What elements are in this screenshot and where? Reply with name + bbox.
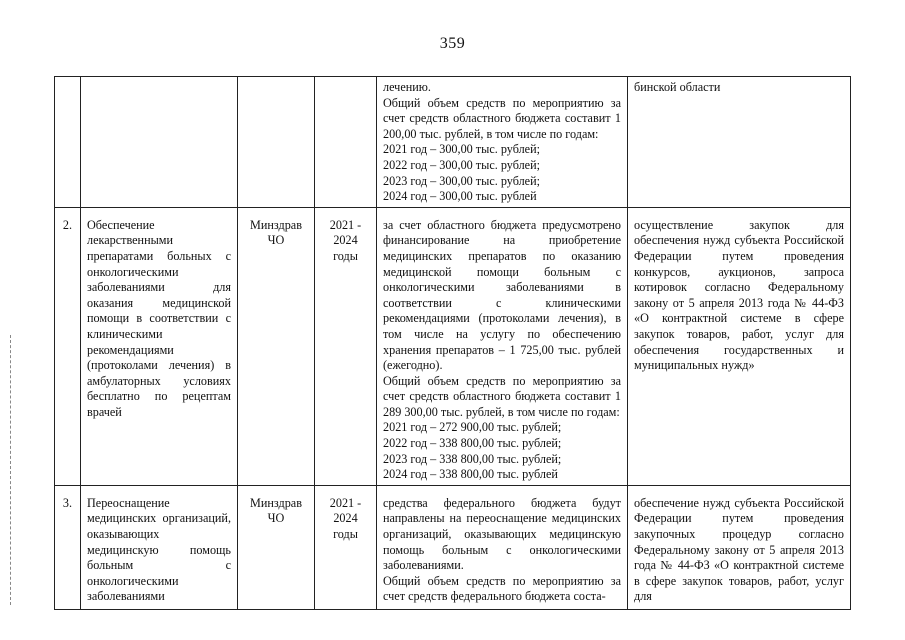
funding-paragraph: лечению. [383,80,431,94]
funding-year-line: 2024 год – 300,00 тыс. рублей [383,189,537,204]
result-cell: осуществление закупок для обеспечения нужд субъекта Российской Федерации путем проведения конкурсов, аукционов, запроса котировок согласно Федеральному закону от 5 апреля 2013 года № 44-ФЗ «О контрактной системе в сфере закупок товаров, работ, услуг для обеспечения государственных и муниципальных нужд» [628,207,851,485]
table-row [55,485,851,609]
funding-paragraph: Общий объем средств по мероприятию за счет средств федерального бюджета соста- [383,573,621,604]
funding-cell [377,207,628,485]
event-cell: Переоснащение медицинских организаций, оказывающих медицинскую помощь больным с онкологическими заболеваниями [81,485,238,609]
event-cell: Обеспечение лекарственными препаратами больных с онкологическими заболеваниями для оказания медицинской помощи в соответствии с клиническими рекомендациями (протоколами лечения) в амбулаторных условиях бесплатно по рецептам врачей [81,207,238,485]
funding-paragraph: Общий объем средств по мероприятию за счет средств областного бюджета составит 1 289 300,00 тыс. рублей, в том числе по годам: [383,373,621,419]
program-measures-table [54,76,851,610]
period-cell: 2021 - 2024 годы [315,485,377,609]
table-row [55,77,851,208]
page-number: 359 [439,35,466,52]
executor-cell: Минздрав ЧО [238,207,315,485]
margin-dashed-line [10,335,12,605]
row-number: 2. [55,207,81,485]
event-cell [81,77,238,208]
funding-paragraph: Общий объем средств по мероприятию за счет средств областного бюджета составит 1 200,00 тыс. рублей, в том числе по годам: [383,95,621,141]
period-cell [315,77,377,208]
funding-paragraph: за счет областного бюджета предусмотрено финансирование на приобретение медицинских препаратов по оказанию медицинской помощи больным с онкологическими заболеваниями в соответствии с клиническими рекомендациями (протоколами лечения), в том числе на услугу по обеспечению хранения препаратов – 1 725,00 тыс. рублей (ежегодно). [383,217,621,373]
result-cell: бинской области [628,77,851,208]
row-number: 3. [55,485,81,609]
funding-year-line: 2022 год – 300,00 тыс. рублей; [383,157,540,172]
funding-paragraph: средства федерального бюджета будут направлены на переоснащение медицинских организаций, оказывающих медицинскую помощь больным с онкологическими заболеваниями. [383,495,621,573]
funding-year-line: 2022 год – 338 800,00 тыс. рублей; [383,436,562,451]
funding-year-line: 2021 год – 272 900,00 тыс. рублей; [383,420,562,435]
result-cell: обеспечение нужд субъекта Российской Федерации путем проведения закупочных процедур согласно Федеральному закону от 5 апреля 2013 года № 44-ФЗ «О контрактной системе в сфере закупок товаров, работ, услуг для [628,485,851,609]
funding-year-line: 2024 год – 338 800,00 тыс. рублей [383,467,558,482]
funding-cell [377,485,628,609]
funding-year-line: 2023 год – 338 800,00 тыс. рублей; [383,451,562,466]
executor-cell: Минздрав ЧО [238,485,315,609]
executor-cell [238,77,315,208]
funding-year-line: 2021 год – 300,00 тыс. рублей; [383,142,540,157]
table-row [55,207,851,485]
period-cell: 2021 - 2024 годы [315,207,377,485]
row-number [55,77,81,208]
funding-cell [377,77,628,208]
funding-year-line: 2023 год – 300,00 тыс. рублей; [383,173,540,188]
